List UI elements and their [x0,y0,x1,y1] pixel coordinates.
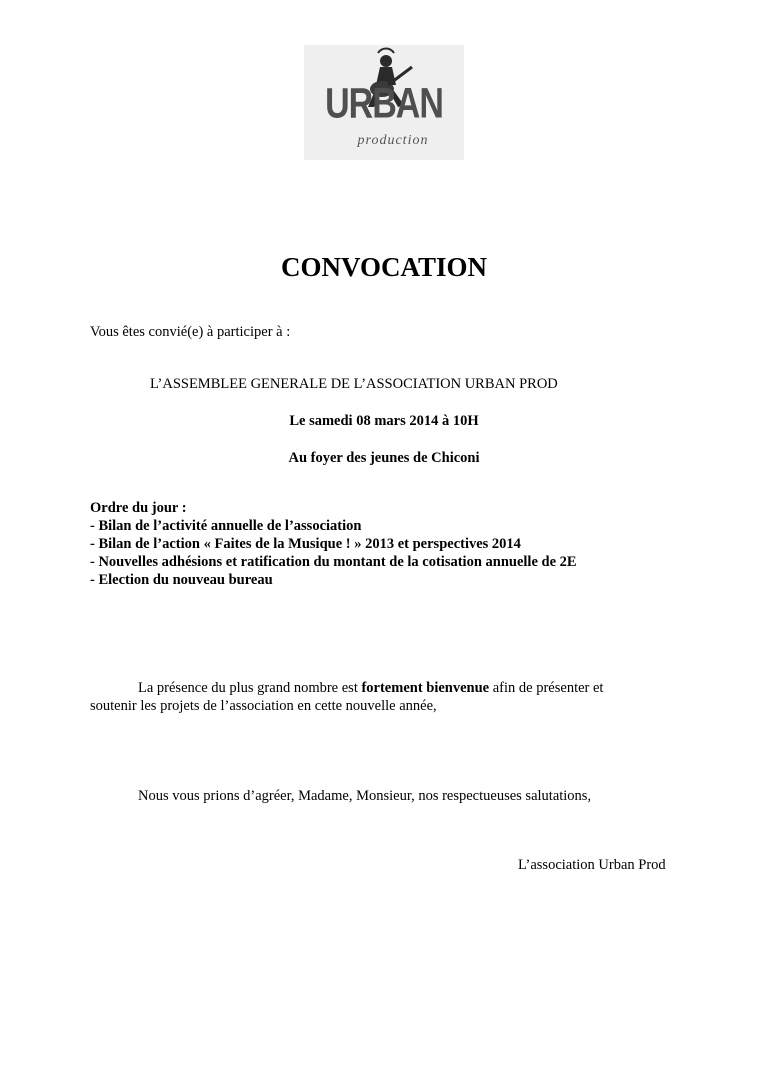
presence-emphasis: fortement bienvenue [361,680,490,696]
agenda-item: - Bilan de l’activité annuelle de l’association [90,518,362,534]
signature: L’association Urban Prod [518,857,666,873]
logo-subtitle: production [357,133,429,148]
presence-paragraph-line2: soutenir les projets de l’association en cette nouvelle année, [90,698,437,714]
presence-text: La présence du plus grand nombre est [138,680,362,696]
agenda-item: - Nouvelles adhésions et ratification du montant de la cotisation annuelle de 2E [90,554,577,570]
page-title: CONVOCATION [281,252,487,282]
agenda-item: - Bilan de l’action « Faites de la Musique ! » 2013 et perspectives 2014 [90,536,521,552]
intro-text: Vous êtes convié(e) à participer à : [90,324,291,340]
urban-production-logo [304,45,464,160]
presence-paragraph-line1 [138,680,603,697]
event-place: Au foyer des jeunes de Chiconi [288,450,480,466]
event-name: L’ASSEMBLEE GENERALE DE L’ASSOCIATION URBAN PROD [150,376,558,392]
agenda-item: - Election du nouveau bureau [90,572,273,588]
logo-wordmark: URBAN [325,80,443,128]
presence-text-end: afin de présenter et [489,680,604,696]
closing-formula: Nous vous prions d’agréer, Madame, Monsieur, nos respectueuses salutations, [138,788,592,804]
agenda-heading: Ordre du jour : [90,500,187,516]
event-date: Le samedi 08 mars 2014 à 10H [289,413,479,429]
